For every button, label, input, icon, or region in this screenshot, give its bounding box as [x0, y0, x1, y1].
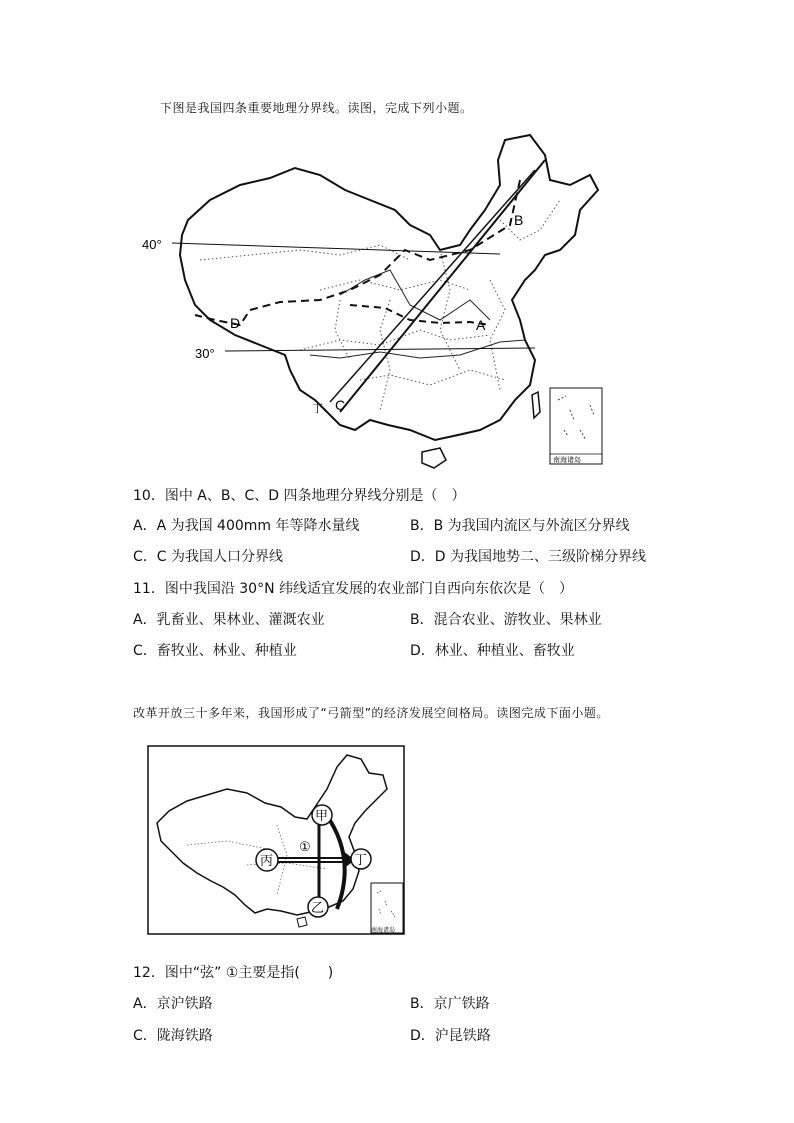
latitude-40-line: [172, 243, 500, 254]
node-yi: [308, 897, 328, 917]
node-bing: [256, 849, 278, 871]
latitude-30-label: 30°: [195, 346, 215, 361]
svg-text:乙: 乙: [311, 900, 325, 915]
boundary-line-d: [195, 180, 520, 325]
q11-option-d: D．林业、种植业、畜牧业: [410, 643, 575, 659]
latitude-40-label: 40°: [142, 237, 162, 252]
line-label-b: B: [514, 212, 524, 228]
boundary-line-b: [340, 160, 545, 412]
china-boundary-map: [140, 130, 610, 470]
intro-text-1: 下图是我国四条重要地理分界线。读图，完成下列小题。: [160, 101, 473, 115]
q11-option-b: B．混合农业、游牧业、果林业: [410, 612, 602, 628]
q12-option-a: A．京沪铁路: [133, 996, 213, 1012]
ding-label: 丁: [312, 403, 323, 415]
q11-option-a: A．乳畜业、果林业、灌溉农业: [133, 612, 325, 628]
node-jia: [312, 805, 332, 825]
node-ding: [351, 849, 371, 869]
q10-option-a: A．A 为我国 400mm 年等降水量线: [133, 518, 360, 534]
svg-text:丙: 丙: [260, 853, 274, 868]
question-12-stem: 12．图中“弦” ①主要是指( ): [133, 965, 334, 981]
q10-option-c: C．C 为我国人口分界线: [133, 549, 284, 565]
hainan-island: [422, 448, 446, 468]
q10-option-b: B．B 为我国内流区与外流区分界线: [410, 518, 630, 534]
question-10-stem: 10．图中 A、B、C、D 四条地理分界线分别是（ ）: [133, 488, 466, 504]
province-boundaries: [200, 200, 560, 410]
inset-label-small: 南海诸岛: [371, 928, 396, 934]
bow-arrow-map: [147, 745, 405, 935]
line-label-d: D: [230, 315, 241, 331]
boundary-line-c: [330, 170, 535, 402]
line-label-c: C: [335, 397, 346, 413]
question-11-stem: 11．图中我国沿 30°N 纬线适宜发展的农业部门自西向东依次是（ ）: [133, 581, 574, 597]
q12-option-b: B．京广铁路: [410, 996, 490, 1012]
q12-option-c: C．陇海铁路: [133, 1028, 213, 1044]
q11-option-c: C．畜牧业、林业、种植业: [133, 643, 297, 659]
south-china-sea-inset: [550, 388, 602, 464]
q12-option-d: D．沪昆铁路: [410, 1028, 491, 1044]
intro-text-2: 改革开放三十多年来，我国形成了“弓箭型”的经济发展空间格局。读图完成下面小题。: [133, 706, 609, 720]
inset-label: 南海诸岛: [553, 457, 581, 464]
svg-text:丁: 丁: [354, 852, 368, 867]
china-outline: [180, 135, 598, 440]
chord-label: ①: [299, 839, 311, 854]
river-yellow: [340, 270, 490, 320]
south-china-sea-inset-small: [371, 883, 403, 933]
taiwan-island: [532, 392, 540, 418]
svg-text:甲: 甲: [315, 808, 329, 823]
line-label-a: A: [476, 317, 486, 333]
q10-option-d: D．D 为我国地势二、三级阶梯分界线: [410, 549, 647, 565]
